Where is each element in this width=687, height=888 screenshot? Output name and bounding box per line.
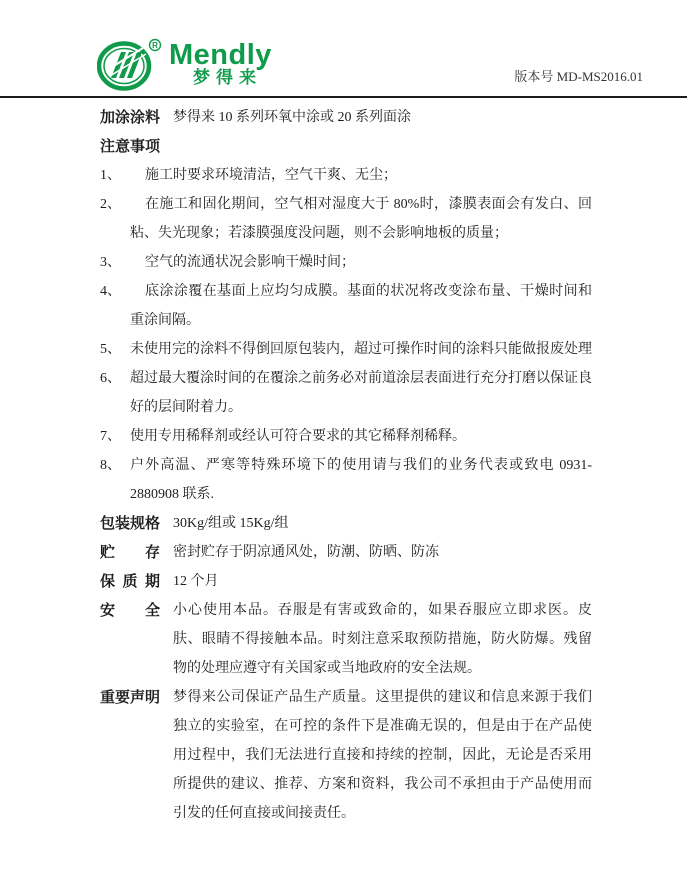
note-number: 1、: [100, 168, 121, 183]
note-text: 空气的流通状况会影响干燥时间；: [145, 255, 355, 270]
storage-label: 贮 存: [100, 544, 160, 561]
note-item-2: [100, 190, 592, 248]
statement-row: [100, 683, 592, 828]
mendly-logo-icon: [97, 38, 163, 92]
note-number: 6、: [100, 371, 121, 386]
storage-row: [100, 538, 592, 567]
packaging-row: [100, 509, 592, 538]
brand-name-en: Mendly: [169, 39, 272, 71]
note-item-8: [100, 451, 592, 509]
page-header: [0, 0, 687, 98]
note-number: 5、: [100, 342, 121, 357]
statement-label: 重要声明: [100, 689, 161, 706]
note-item-7: [100, 422, 592, 451]
notes-heading: 注意事项: [100, 138, 161, 155]
note-text: 在施工和固化期间，空气相对湿度大于 80%时，漆膜表面会有发白、回粘、失光现象；若漆膜强度没问题，则不会影响地板的质量；: [130, 197, 592, 241]
brand-name-cn: 梦得来: [193, 68, 262, 87]
shelf-life-value: 12 个月: [173, 574, 219, 589]
note-number: 2、: [100, 197, 121, 212]
note-text: 户外高温、严寒等特殊环境下的使用请与我们的业务代表或致电 0931-2880908 联系.: [130, 458, 592, 502]
version-number: 版本号 MD-MS2016.01: [514, 69, 643, 84]
note-number: 7、: [100, 429, 121, 444]
logo-m-monogram: [107, 48, 146, 78]
note-number: 3、: [100, 255, 121, 270]
note-item-3: [100, 248, 592, 277]
safety-value: 小心使用本品。吞服是有害或致命的，如果吞服应立即求医。皮肤、眼睛不得接触本品。时刻注意采取预防措施，防火防爆。残留物的处理应遵守有关国家或当地政府的安全法规。: [173, 603, 592, 676]
brand-wordmark: [169, 39, 272, 87]
note-item-5: [100, 335, 592, 364]
note-number: 8、: [100, 458, 121, 473]
shelf-life-label: 保 质 期: [100, 573, 160, 590]
note-item-1: [100, 161, 592, 190]
storage-value: 密封贮存于阴凉通风处，防潮、防晒、防冻: [173, 545, 439, 560]
note-item-6: [100, 364, 592, 422]
note-number: 4、: [100, 284, 121, 299]
mendly-logo: [97, 38, 272, 92]
note-text: 超过最大覆涂时间的在覆涂之前务必对前道涂层表面进行充分打磨以保证良好的层间附着力。: [130, 371, 592, 415]
document-body: [100, 103, 592, 828]
svg-text:R: R: [152, 41, 158, 50]
safety-row: [100, 596, 592, 683]
statement-value: 梦得来公司保证产品生产质量。这里提供的建议和信息来源于我们独立的实验室，在可控的条件下是准确无误的，但是由于在产品使用过程中，我们无法进行直接和持续的控制，因此，无论是否采用所提供的建议、推荐、方案和资料，我公司不承担由于产品使用而引发的任何直接或间接责任。: [173, 690, 592, 821]
registered-mark-icon: [150, 40, 161, 51]
note-text: 使用专用稀释剂或经认可符合要求的其它稀释剂稀释。: [130, 429, 466, 444]
topcoat-value: 梦得来 10 系列环氧中涂或 20 系列面涂: [173, 110, 411, 125]
note-text: 未使用完的涂料不得倒回原包装内，超过可操作时间的涂料只能做报废处理: [130, 342, 592, 357]
topcoat-row: [100, 103, 592, 132]
packaging-label: 包装规格: [100, 515, 161, 532]
note-text: 底涂涂覆在基面上应均匀成膜。基面的状况将改变涂布量、干燥时间和重涂间隔。: [130, 284, 592, 328]
shelf-life-row: [100, 567, 592, 596]
note-text: 施工时要求环境清洁，空气干爽、无尘；: [145, 168, 397, 183]
topcoat-label: 加涂涂料: [100, 109, 161, 126]
note-item-4: [100, 277, 592, 335]
safety-label: 安 全: [100, 602, 160, 619]
packaging-value: 30Kg/组或 15Kg/组: [173, 516, 289, 531]
